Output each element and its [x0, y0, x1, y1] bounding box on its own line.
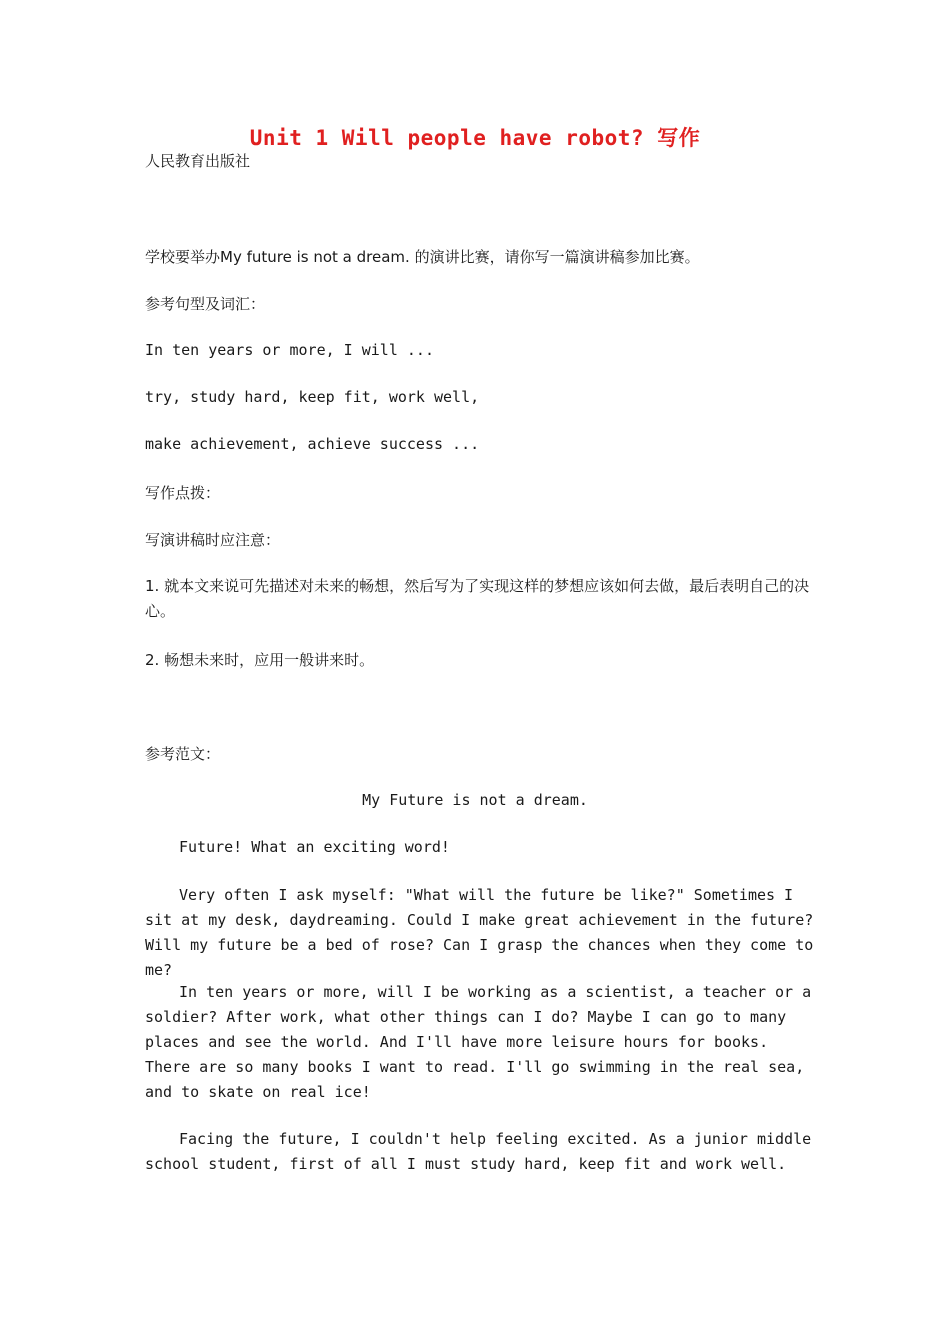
- sample-paragraph: In ten years or more, will I be working as a scientist, a teacher or a soldier? After work, what other things can I do? Maybe I can go to many places and see the world. And I'll have more leisure hours for books. There are so many books I want to read. I'll go swimming in the real sea, and to skate on real ice!: [145, 983, 812, 1101]
- tip-item: 2. 畅想未来时，应用一般讲来时。: [145, 651, 375, 669]
- reference-line: make achievement, achieve success ...: [145, 435, 480, 453]
- publisher: 人民教育出版社: [145, 152, 251, 170]
- task-instruction: 学校要举办My future is not a dream. 的演讲比赛，请你写一篇演讲稿参加比赛。: [145, 248, 700, 266]
- reference-heading: 参考句型及词汇：: [145, 295, 266, 313]
- tips-heading: 写作点拨：: [145, 484, 221, 502]
- sample-paragraph: Future! What an exciting word!: [179, 838, 450, 856]
- tip-item: 1. 就本文来说可先描述对未来的畅想，然后写为了实现这样的梦想应该如何去做，最后表明自己的决心。: [145, 577, 810, 620]
- sample-paragraph: Very often I ask myself: "What will the future be like?" Sometimes I sit at my desk, daydreaming. Could I make great achievement in the future? Will my future be a bed of rose? Can I grasp the chances when they come to me?: [145, 886, 814, 979]
- document-title: Unit 1 Will people have robot? 写作: [249, 126, 701, 150]
- tips-subheading: 写演讲稿时应注意：: [145, 531, 281, 549]
- sample-title: My Future is not a dream.: [362, 791, 588, 809]
- sample-heading: 参考范文：: [145, 745, 221, 763]
- reference-line: try, study hard, keep fit, work well,: [145, 388, 480, 406]
- sample-paragraph: Facing the future, I couldn't help feeling excited. As a junior middle school student, first of all I must study hard, keep fit and work well.: [145, 1130, 812, 1173]
- reference-line: In ten years or more, I will ...: [145, 341, 434, 359]
